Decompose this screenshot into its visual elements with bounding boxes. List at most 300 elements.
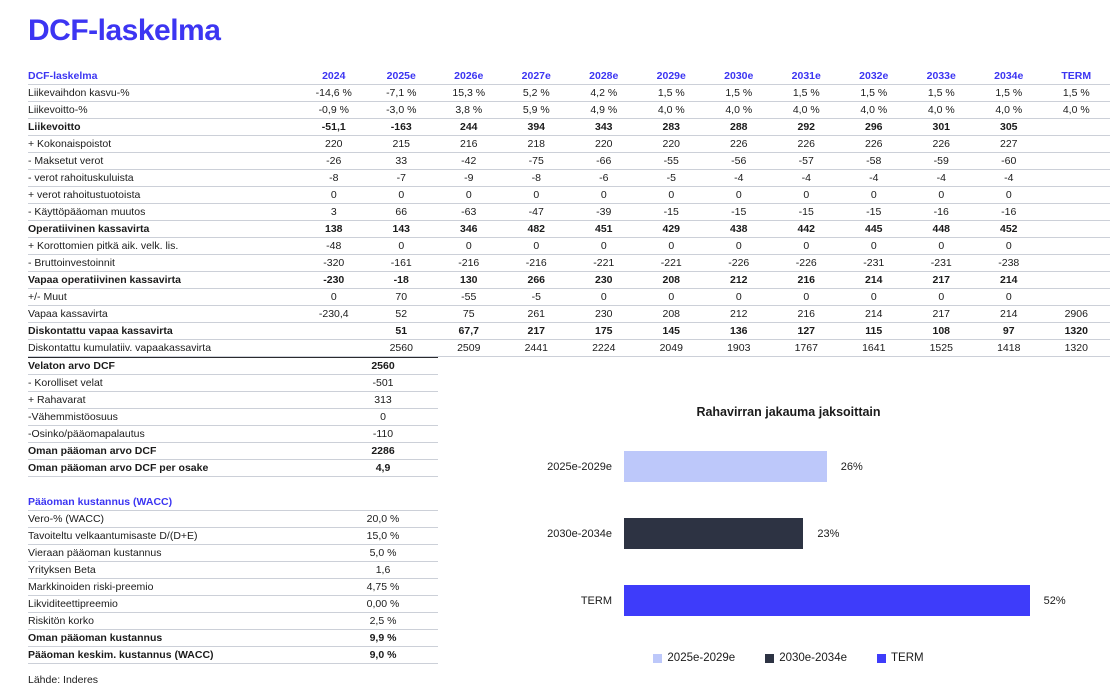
value-cell: 305	[975, 119, 1043, 136]
value-cell: -226	[705, 255, 773, 272]
bar-row-2030e-2034e	[464, 518, 1113, 549]
value-cell: 2224	[570, 340, 638, 357]
value-cell: 4,0 %	[638, 102, 706, 119]
row-label: Oman pääoman arvo DCF per osake	[28, 460, 328, 477]
row-label: Oman pääoman kustannus	[28, 630, 328, 647]
value-cell: -58	[840, 153, 908, 170]
value-cell: 216	[773, 306, 841, 323]
row-label: Vero-% (WACC)	[28, 511, 328, 528]
value-cell: -163	[368, 119, 436, 136]
value-cell: 217	[908, 306, 976, 323]
value-cell: 226	[705, 136, 773, 153]
value-cell: 214	[840, 272, 908, 289]
value-cell: -16	[908, 204, 976, 221]
value-cell: 4,2 %	[570, 85, 638, 102]
value-cell: 230	[570, 306, 638, 323]
legend-label: 2030e-2034e	[779, 652, 847, 664]
value-cell: -63	[435, 204, 503, 221]
bar-category-label: 2025e-2029e	[547, 460, 612, 473]
value-cell: 217	[503, 323, 571, 340]
value-cell: 226	[840, 136, 908, 153]
value-cell: -221	[638, 255, 706, 272]
table-row	[28, 596, 438, 613]
value-cell: 66	[368, 204, 436, 221]
value-cell: -4	[773, 170, 841, 187]
value-cell: -8	[503, 170, 571, 187]
value-cell: -226	[773, 255, 841, 272]
column-header-2026e: 2026e	[435, 68, 503, 85]
legend-swatch	[653, 654, 662, 663]
value-cell: 1641	[840, 340, 908, 357]
value-cell: 1525	[908, 340, 976, 357]
legend-item-TERM	[877, 652, 924, 664]
value-cell: 0	[435, 187, 503, 204]
dcf-table-header-row	[28, 68, 1110, 85]
value-cell	[1043, 187, 1111, 204]
value-cell: 1320	[1043, 340, 1111, 357]
value-cell: 1,5 %	[840, 85, 908, 102]
value-cell: -48	[300, 238, 368, 255]
value-cell: 215	[368, 136, 436, 153]
value-cell: 226	[773, 136, 841, 153]
bar-2030e-2034e	[624, 518, 803, 549]
row-label: - Bruttoinvestoinnit	[28, 255, 300, 272]
value-cell: 1,5 %	[773, 85, 841, 102]
value-cell: 2441	[503, 340, 571, 357]
row-label: +/- Muut	[28, 289, 300, 306]
value-cell: 4,0 %	[840, 102, 908, 119]
value-cell: 445	[840, 221, 908, 238]
value-cell: -4	[975, 170, 1043, 187]
column-header-2028e: 2028e	[570, 68, 638, 85]
value-cell: 288	[705, 119, 773, 136]
row-label: Vapaa kassavirta	[28, 306, 300, 323]
value-cell: -501	[328, 375, 438, 392]
page-title: DCF-laskelma	[28, 14, 221, 47]
value-cell: 0	[570, 238, 638, 255]
value-cell: -8	[300, 170, 368, 187]
value-cell: 9,0 %	[328, 647, 438, 664]
value-cell: -51,1	[300, 119, 368, 136]
dcf-table	[28, 68, 1110, 357]
value-cell: -15	[773, 204, 841, 221]
value-cell: -7,1 %	[368, 85, 436, 102]
value-cell: -26	[300, 153, 368, 170]
table-row	[28, 306, 1110, 323]
value-cell	[1043, 255, 1111, 272]
value-cell: -56	[705, 153, 773, 170]
value-cell: 2906	[1043, 306, 1111, 323]
value-cell	[1043, 119, 1111, 136]
value-cell: 0	[570, 187, 638, 204]
value-cell: -231	[840, 255, 908, 272]
bar-TERM	[624, 585, 1030, 616]
bar-row-TERM	[464, 585, 1113, 616]
row-label: Vieraan pääoman kustannus	[28, 545, 328, 562]
value-cell: 145	[638, 323, 706, 340]
value-cell: 138	[300, 221, 368, 238]
value-cell: 394	[503, 119, 571, 136]
value-cell: 220	[638, 136, 706, 153]
value-cell: -5	[503, 289, 571, 306]
bar-category-label: 2030e-2034e	[547, 527, 612, 540]
value-cell: 0	[908, 187, 976, 204]
row-label: Vapaa operatiivinen kassavirta	[28, 272, 300, 289]
value-cell: 230	[570, 272, 638, 289]
column-header-2031e: 2031e	[773, 68, 841, 85]
value-cell: -161	[368, 255, 436, 272]
table-row	[28, 358, 438, 375]
value-cell: 1320	[1043, 323, 1111, 340]
column-header-TERM: TERM	[1043, 68, 1111, 85]
value-cell: 130	[435, 272, 503, 289]
column-header-2025e: 2025e	[368, 68, 436, 85]
value-cell: 1,6	[328, 562, 438, 579]
row-label: + Rahavarat	[28, 392, 328, 409]
value-cell: 208	[638, 306, 706, 323]
row-label: Riskitön korko	[28, 613, 328, 630]
value-cell: 5,9 %	[503, 102, 571, 119]
value-cell: 0	[773, 238, 841, 255]
value-cell: 75	[435, 306, 503, 323]
row-label: Diskontattu vapaa kassavirta	[28, 323, 300, 340]
value-cell: 346	[435, 221, 503, 238]
row-label: Markkinoiden riski-preemio	[28, 579, 328, 596]
value-cell: 3	[300, 204, 368, 221]
value-cell: 1,5 %	[975, 85, 1043, 102]
value-cell: -7	[368, 170, 436, 187]
value-cell	[300, 340, 368, 357]
value-cell: 261	[503, 306, 571, 323]
table-row	[28, 562, 438, 579]
value-cell: 266	[503, 272, 571, 289]
value-cell: 97	[975, 323, 1043, 340]
value-cell: 20,0 %	[328, 511, 438, 528]
value-cell: 218	[503, 136, 571, 153]
value-cell: 1418	[975, 340, 1043, 357]
value-cell: -230,4	[300, 306, 368, 323]
value-cell: 0	[705, 238, 773, 255]
value-cell: 343	[570, 119, 638, 136]
value-cell: -238	[975, 255, 1043, 272]
value-cell: 220	[300, 136, 368, 153]
value-cell	[1043, 221, 1111, 238]
value-cell: 244	[435, 119, 503, 136]
value-cell: 4,0 %	[975, 102, 1043, 119]
table-row	[28, 85, 1110, 102]
left-column	[28, 357, 440, 686]
row-label: Tavoiteltu velkaantumisaste D/(D+E)	[28, 528, 328, 545]
value-cell: 283	[638, 119, 706, 136]
column-header-2024: 2024	[300, 68, 368, 85]
value-cell: 227	[975, 136, 1043, 153]
value-cell: 1,5 %	[1043, 85, 1111, 102]
table-row	[28, 511, 438, 528]
row-label: + verot rahoitustuotoista	[28, 187, 300, 204]
value-cell: 0	[638, 187, 706, 204]
value-cell: 0	[773, 289, 841, 306]
value-cell: 4,0 %	[1043, 102, 1111, 119]
row-label: Liikevaihdon kasvu-%	[28, 85, 300, 102]
column-header-2033e: 2033e	[908, 68, 976, 85]
value-cell: 0	[773, 187, 841, 204]
value-cell: 1,5 %	[908, 85, 976, 102]
value-cell: -230	[300, 272, 368, 289]
value-cell: 52	[368, 306, 436, 323]
value-cell: -0,9 %	[300, 102, 368, 119]
value-cell: -231	[908, 255, 976, 272]
row-label: + Korottomien pitkä aik. velk. lis.	[28, 238, 300, 255]
value-cell: 212	[705, 306, 773, 323]
row-label: - Korolliset velat	[28, 375, 328, 392]
value-cell: 4,0 %	[773, 102, 841, 119]
table-row	[28, 136, 1110, 153]
value-cell: 1,5 %	[638, 85, 706, 102]
value-cell: -75	[503, 153, 571, 170]
legend-swatch	[877, 654, 886, 663]
bar-value-label: 52%	[1043, 594, 1066, 607]
value-cell: 0	[503, 187, 571, 204]
value-cell: -18	[368, 272, 436, 289]
value-cell: 220	[570, 136, 638, 153]
value-cell: 5,0 %	[328, 545, 438, 562]
column-header-2034e: 2034e	[975, 68, 1043, 85]
value-cell: 448	[908, 221, 976, 238]
table-row	[28, 119, 1110, 136]
column-header-2030e: 2030e	[705, 68, 773, 85]
value-cell: -3,0 %	[368, 102, 436, 119]
value-cell: 212	[705, 272, 773, 289]
value-cell: -4	[908, 170, 976, 187]
row-label: Operatiivinen kassavirta	[28, 221, 300, 238]
value-cell: -221	[570, 255, 638, 272]
wacc-section-header: Pääoman kustannus (WACC)	[28, 493, 438, 511]
value-cell: 226	[908, 136, 976, 153]
row-label: Pääoman keskim. kustannus (WACC)	[28, 647, 328, 664]
value-cell: 451	[570, 221, 638, 238]
value-cell: 115	[840, 323, 908, 340]
row-label: Likviditeettipreemio	[28, 596, 328, 613]
table-row	[28, 613, 438, 630]
table-row	[28, 426, 438, 443]
table-row	[28, 409, 438, 426]
legend-label: 2025e-2029e	[667, 652, 736, 664]
value-cell: 0	[840, 238, 908, 255]
source-note: Lähde: Inderes	[28, 674, 99, 686]
table-row	[28, 392, 438, 409]
value-cell: -216	[503, 255, 571, 272]
value-cell: 3,8 %	[435, 102, 503, 119]
table-row	[28, 647, 438, 664]
row-label: -Vähemmistöosuus	[28, 409, 328, 426]
value-cell: 70	[368, 289, 436, 306]
value-cell	[1043, 238, 1111, 255]
table-row	[28, 238, 1110, 255]
value-cell: 4,9 %	[570, 102, 638, 119]
value-cell: -9	[435, 170, 503, 187]
row-label: + Kokonaispoistot	[28, 136, 300, 153]
value-cell: -47	[503, 204, 571, 221]
row-label: - Maksetut verot	[28, 153, 300, 170]
value-cell: 214	[840, 306, 908, 323]
row-label: Diskontattu kumulatiiv. vapaakassavirta	[28, 340, 300, 357]
value-cell: 2560	[368, 340, 436, 357]
value-cell: 0	[975, 289, 1043, 306]
value-cell: 136	[705, 323, 773, 340]
value-cell: 0	[300, 187, 368, 204]
legend-label: TERM	[891, 652, 924, 664]
cashflow-distribution-chart	[440, 357, 1113, 686]
column-header-2029e: 2029e	[638, 68, 706, 85]
value-cell: -6	[570, 170, 638, 187]
value-cell: 452	[975, 221, 1043, 238]
value-cell: -42	[435, 153, 503, 170]
value-cell: 9,9 %	[328, 630, 438, 647]
chart-bars	[464, 451, 1113, 616]
value-cell: 301	[908, 119, 976, 136]
table-row	[28, 528, 438, 545]
value-cell: 0	[368, 238, 436, 255]
table-row	[28, 375, 438, 392]
value-cell: 0	[638, 289, 706, 306]
table-row	[28, 340, 1110, 357]
value-cell: 0	[975, 238, 1043, 255]
value-cell: 0	[840, 187, 908, 204]
table-row	[28, 221, 1110, 238]
value-cell: 0	[570, 289, 638, 306]
value-cell: -14,6 %	[300, 85, 368, 102]
value-cell: -39	[570, 204, 638, 221]
chart-title: Rahavirran jakauma jaksoittain	[696, 405, 881, 419]
legend-item-2025e-2029e	[653, 652, 735, 664]
row-label: - Käyttöpääoman muutos	[28, 204, 300, 221]
row-label: Liikevoitto	[28, 119, 300, 136]
table-row	[28, 255, 1110, 272]
table-row	[28, 443, 438, 460]
value-cell: -15	[638, 204, 706, 221]
bar-2025e-2029e	[624, 451, 827, 482]
value-cell: 208	[638, 272, 706, 289]
value-cell: 143	[368, 221, 436, 238]
value-cell: 127	[773, 323, 841, 340]
column-header-2027e: 2027e	[503, 68, 571, 85]
row-label: Yrityksen Beta	[28, 562, 328, 579]
value-cell	[1043, 289, 1111, 306]
table-row	[28, 170, 1110, 187]
value-cell: -5	[638, 170, 706, 187]
value-cell: -55	[435, 289, 503, 306]
column-header-2032e: 2032e	[840, 68, 908, 85]
value-cell: -55	[638, 153, 706, 170]
table-row	[28, 630, 438, 647]
value-cell: 51	[368, 323, 436, 340]
value-cell: 4,75 %	[328, 579, 438, 596]
value-cell: -15	[705, 204, 773, 221]
chart-legend	[464, 652, 1113, 664]
row-label: Velaton arvo DCF	[28, 358, 328, 375]
value-cell: 2560	[328, 358, 438, 375]
table-row	[28, 323, 1110, 340]
bar-row-2025e-2029e	[464, 451, 1113, 482]
lower-section	[28, 357, 1113, 686]
value-cell: 1903	[705, 340, 773, 357]
value-cell: 0,00 %	[328, 596, 438, 613]
row-label: -Osinko/pääomapalautus	[28, 426, 328, 443]
value-cell: 216	[773, 272, 841, 289]
value-cell: -110	[328, 426, 438, 443]
bar-value-label: 26%	[840, 460, 863, 473]
equity-bridge-table	[28, 357, 438, 477]
value-cell: 2,5 %	[328, 613, 438, 630]
value-cell: 0	[503, 238, 571, 255]
value-cell	[300, 323, 368, 340]
value-cell: 0	[705, 289, 773, 306]
value-cell: 0	[908, 289, 976, 306]
value-cell: 0	[638, 238, 706, 255]
row-label: - verot rahoituskuluista	[28, 170, 300, 187]
wacc-table	[28, 511, 438, 664]
value-cell: 15,0 %	[328, 528, 438, 545]
value-cell: -15	[840, 204, 908, 221]
table-title-cell: DCF-laskelma	[28, 68, 300, 85]
value-cell: -320	[300, 255, 368, 272]
value-cell: 1767	[773, 340, 841, 357]
value-cell: -66	[570, 153, 638, 170]
value-cell: -4	[840, 170, 908, 187]
value-cell: 442	[773, 221, 841, 238]
value-cell: 0	[368, 187, 436, 204]
value-cell: 2049	[638, 340, 706, 357]
value-cell: -216	[435, 255, 503, 272]
value-cell: 67,7	[435, 323, 503, 340]
value-cell: 0	[705, 187, 773, 204]
row-label: Liikevoitto-%	[28, 102, 300, 119]
row-label: Oman pääoman arvo DCF	[28, 443, 328, 460]
value-cell: 33	[368, 153, 436, 170]
value-cell: 313	[328, 392, 438, 409]
value-cell: 216	[435, 136, 503, 153]
value-cell: -4	[705, 170, 773, 187]
value-cell: 0	[435, 238, 503, 255]
value-cell: 1,5 %	[705, 85, 773, 102]
table-row	[28, 545, 438, 562]
value-cell: 296	[840, 119, 908, 136]
table-row	[28, 289, 1110, 306]
value-cell: 5,2 %	[503, 85, 571, 102]
table-row	[28, 153, 1110, 170]
value-cell: 4,0 %	[705, 102, 773, 119]
value-cell: 482	[503, 221, 571, 238]
value-cell	[1043, 153, 1111, 170]
value-cell: -16	[975, 204, 1043, 221]
bar-value-label: 23%	[817, 527, 840, 540]
value-cell: 108	[908, 323, 976, 340]
value-cell: 4,9	[328, 460, 438, 477]
table-row	[28, 187, 1110, 204]
value-cell: -59	[908, 153, 976, 170]
legend-swatch	[765, 654, 774, 663]
value-cell: 429	[638, 221, 706, 238]
value-cell: -57	[773, 153, 841, 170]
value-cell: 0	[300, 289, 368, 306]
table-row	[28, 460, 438, 477]
value-cell: 0	[840, 289, 908, 306]
table-row	[28, 579, 438, 596]
value-cell: 217	[908, 272, 976, 289]
value-cell: 4,0 %	[908, 102, 976, 119]
value-cell: 2509	[435, 340, 503, 357]
legend-item-2030e-2034e	[765, 652, 847, 664]
